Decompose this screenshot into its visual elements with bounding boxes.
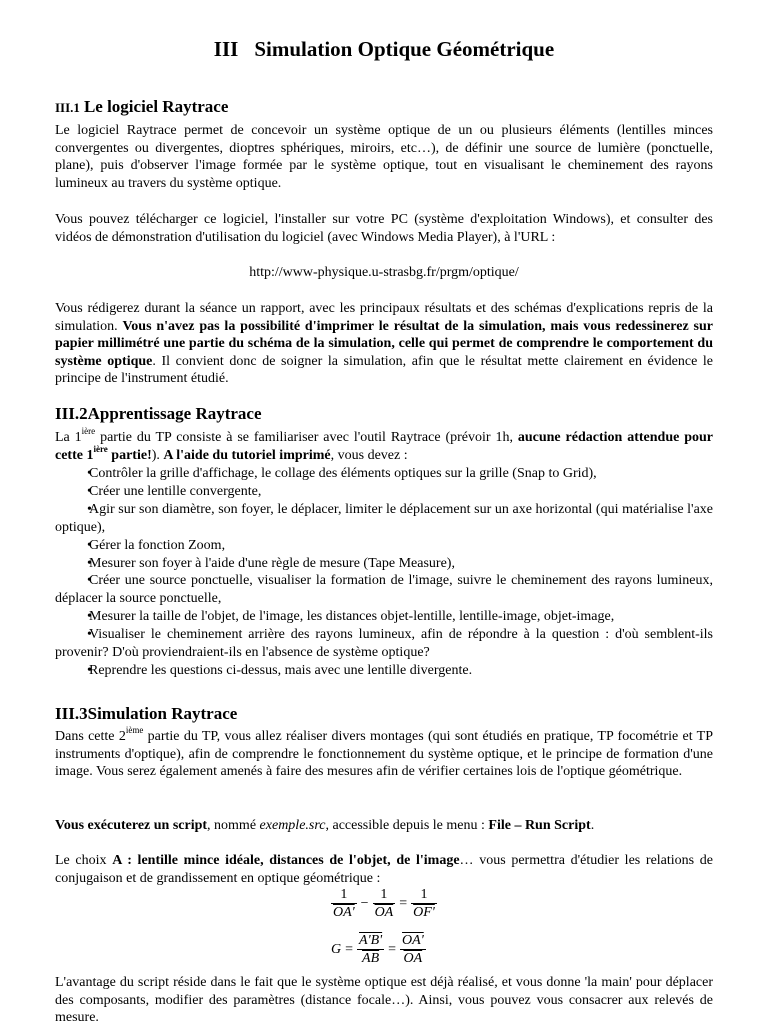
text-run: ). xyxy=(151,447,164,463)
list-item: • Gérer la fonction Zoom, xyxy=(37,537,713,555)
heading-number: III.1 xyxy=(55,100,80,115)
url-link[interactable]: http://www-physique.u-strasbg.fr/prgm/optique/ xyxy=(249,265,519,280)
heading-text: Le logiciel Raytrace xyxy=(83,97,229,116)
list-item: • Mesurer son foyer à l'aide d'une règle de mesure (Tape Measure), xyxy=(37,555,713,573)
heading-text: Simulation Raytrace xyxy=(87,704,238,723)
fraction xyxy=(357,932,384,967)
list-item: • Agir sur son diamètre, son foyer, le déplacer, limiter le déplacement sur un axe horizontal (qui matérialise l'axe optique), xyxy=(37,501,713,537)
paragraph-download: Vous pouvez télécharger ce logiciel, l'installer sur votre PC (système d'exploitation Windows), et consulter des vidéos de démonstration d'utilisation du logiciel (avec Windows Media Player), à l'URL : xyxy=(55,212,713,245)
paragraph-avantage: L'avantage du script réside dans le fait que le système optique est déjà réalisé, et vous donne 'la main' pour déplacer des composants, modifier des paramètres (distance focale…). Ainsi, vous pouvez vous consacrer aux relevés de mesure. xyxy=(55,975,713,1026)
title-text: Simulation Optique Géométrique xyxy=(254,37,555,61)
list-item: • Reprendre les questions ci-dessus, mais avec une lentille divergente. xyxy=(37,662,713,680)
section-number: III xyxy=(213,37,239,61)
fraction xyxy=(411,886,437,921)
list-item: • Créer une source ponctuelle, visualiser la formation de l'image, suivre le cheminement des rayons lumineux, déplacer la source ponctuelle, xyxy=(37,572,713,608)
list-item: • Mesurer la taille de l'objet, de l'image, les distances objet-lentille, lentille-image, objet-image, xyxy=(37,608,713,626)
numerator: A'B' xyxy=(359,933,383,948)
list-item: • Visualiser le cheminement arrière des rayons lumineux, afin de répondre à la question : d'où semblent-ils provenir? D'où proviendraient-ils en l'absence de système optique? xyxy=(37,626,713,662)
text-run: partie du TP, vous allez réaliser divers montages (qui sont étudiés en pratique, TP focométrie et TP instruments d'optique), afin de comprendre le fonctionnement du système optique, et le principe de formation d'une image. Vous serez également amenés à faire des mesures afin de vérifier certaines lois de l'optique géométrique. xyxy=(55,729,713,780)
list-item: • Contrôler la grille d'affichage, le collage des éléments optiques sur la grille (Snap to Grid), xyxy=(37,465,713,483)
superscript: ième xyxy=(125,725,144,736)
denominator: OF' xyxy=(413,905,435,920)
heading-simulation xyxy=(55,703,237,725)
fraction xyxy=(400,932,426,967)
text-run: La 1 xyxy=(55,430,82,445)
fraction xyxy=(331,886,357,921)
text-run: , accessible depuis le menu : xyxy=(325,818,489,833)
bold-text: aucune rédaction attendue pour cette 1 xyxy=(55,430,714,463)
text-run: Vous rédigerez durant la séance un rapport, avec les principaux résultats et des schémas d'explications repris de la simulation. xyxy=(55,301,713,334)
denominator: OA xyxy=(403,951,423,966)
heading-text: Apprentissage Raytrace xyxy=(87,404,262,423)
text-run: Le choix xyxy=(55,853,113,868)
denominator: OA' xyxy=(333,905,355,920)
paragraph-apprentissage-intro xyxy=(55,426,714,464)
bold-run: File – Run Script xyxy=(488,818,591,833)
text-run: , vous devez : xyxy=(330,447,408,463)
italic-run: exemple.src xyxy=(259,818,326,833)
denominator: AB xyxy=(362,951,380,966)
bold-text: partie! xyxy=(107,447,152,463)
g-symbol: G xyxy=(331,941,342,957)
heading-apprentissage xyxy=(55,403,262,425)
bold-run: A : lentille mince idéale, distances de l'objet, de l'image xyxy=(112,853,460,868)
equals-sign: = xyxy=(388,941,397,957)
numerator: 1 xyxy=(411,886,437,904)
numerator: OA' xyxy=(402,933,424,948)
heading-number: III.2 xyxy=(55,404,88,423)
list-item: • Créer une lentille convergente, xyxy=(37,483,713,501)
bold-run: Vous n'avez pas la possibilité d'imprimer le résultat de la simulation, mais vous redessinerez sur papier millimétré une partie du schéma de la simulation, celle qui permet de comprendre le comportement du système optique xyxy=(55,318,713,369)
fraction xyxy=(373,886,396,921)
equals-sign: = xyxy=(345,941,354,957)
text-run: . Il convient donc de soigner la simulation, afin que le résultat mette clairement en évidence le principe de l'instrument étudié. xyxy=(55,353,713,387)
page-title xyxy=(0,34,768,64)
numerator: 1 xyxy=(331,886,357,904)
text-run: . xyxy=(590,818,595,833)
heading-logiciel-raytrace xyxy=(55,96,228,119)
bold-run: A l'aide du tutoriel imprimé xyxy=(163,447,331,463)
magnification-formula xyxy=(329,932,428,967)
denominator: OA xyxy=(374,905,394,920)
text-run: , nommé xyxy=(207,818,260,833)
text-run: Dans cette 2 xyxy=(55,729,126,744)
paragraph-script xyxy=(55,817,713,835)
paragraph-rapport xyxy=(55,300,713,388)
text-run: partie du TP consiste à se familiariser avec l'outil Raytrace (prévoir 1h, xyxy=(95,430,518,445)
superscript: ière xyxy=(81,426,96,437)
numerator: 1 xyxy=(373,886,396,904)
heading-number: III.3 xyxy=(55,704,88,723)
equals-sign: = xyxy=(399,895,408,911)
superscript: ière xyxy=(93,443,108,454)
text-run: … vous permettra d'étudier les relations de conjugaison et de grandissement en optique géométrique : xyxy=(55,853,713,886)
task-list xyxy=(55,465,713,680)
paragraph-simulation-intro xyxy=(55,725,713,781)
paragraph-choix-a xyxy=(55,852,713,887)
bold-run: Vous exécuterez un script xyxy=(55,818,208,833)
paragraph-intro: Le logiciel Raytrace permet de concevoir un système optique de un ou plusieurs éléments (lentilles minces convergentes ou divergentes, dioptres sphériques, miroirs, etc…), de définir une source de lumière (ponctuelle, plane), puis d'observer l'image formée par le système optique, tout en visualisant le cheminement des rayons lumineux au travers du système optique. xyxy=(55,123,713,191)
conjugation-formula xyxy=(329,886,439,921)
minus-sign: − xyxy=(360,895,369,911)
